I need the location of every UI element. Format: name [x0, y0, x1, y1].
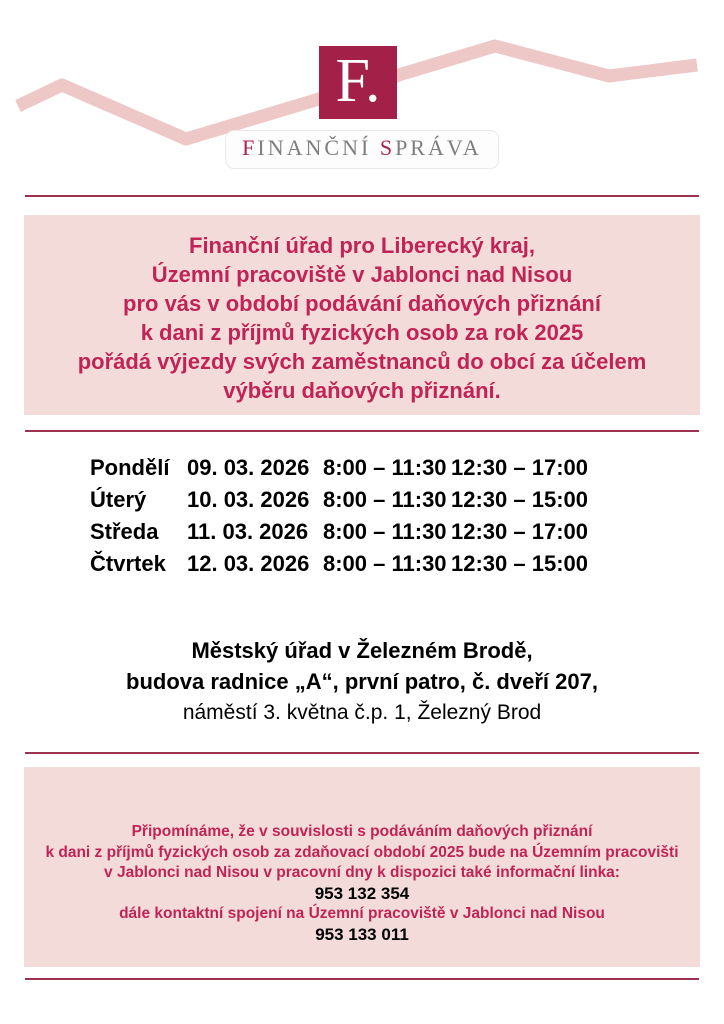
venue-street: náměstí 3. května č.p. 1, Železný Brod	[182, 701, 542, 724]
logo-letter: F.	[335, 47, 381, 115]
schedule-date: 11. 03. 2026	[187, 519, 309, 544]
notice-line: pro vás v období podávání daňových přiznání	[123, 291, 601, 316]
schedule-date: 10. 03. 2026	[187, 487, 310, 512]
wordmark-prava: PRÁVA	[395, 135, 482, 160]
office-phone-number: 953 133 011	[315, 924, 409, 944]
schedule-day: Středa	[90, 519, 159, 544]
visit-schedule-table	[90, 452, 591, 580]
divider-under-notice	[25, 430, 699, 432]
wordmark-inancni: INANČNÍ	[257, 135, 372, 160]
footer-line: dále kontaktní spojení na Územní pracoviště v Jablonci nad Nisou	[119, 905, 605, 922]
schedule-afternoon: 12:30 – 15:00	[451, 487, 588, 512]
schedule-day: Čtvrtek	[90, 551, 166, 576]
schedule-day: Pondělí	[90, 455, 170, 480]
footer-line: k dani z příjmů fyzických osob za zdaňovací období 2025 bude na Územním pracovišti	[45, 843, 679, 861]
info-line-panel	[24, 767, 700, 967]
notice-line: k dani z příjmů fyzických osob za rok 2025	[140, 320, 584, 345]
financni-sprava-logo-icon	[319, 46, 397, 119]
wordmark-space	[371, 135, 380, 160]
divider-bottom	[25, 978, 699, 980]
brand-wordmark	[225, 130, 499, 169]
notice-line: pořádá výjezdy svých zaměstnanců do obcí za účelem	[77, 349, 647, 374]
footer-line: Připomínáme, že v souvislosti s podáváním daňových přiznání	[131, 823, 593, 840]
footer-line: v Jablonci nad Nisou v pracovní dny k dispozici také informační linka:	[104, 864, 620, 881]
venue-address-block	[0, 635, 724, 728]
schedule-morning: 8:00 – 11:30	[323, 487, 447, 512]
schedule-afternoon: 12:30 – 17:00	[451, 519, 588, 544]
schedule-afternoon: 12:30 – 17:00	[451, 455, 588, 480]
schedule-afternoon: 12:30 – 15:00	[451, 551, 588, 576]
schedule-morning: 8:00 – 11:30	[323, 455, 447, 480]
schedule-morning: 8:00 – 11:30	[323, 551, 447, 576]
divider-above-footer	[25, 752, 699, 754]
schedule-day: Úterý	[90, 487, 147, 512]
notice-line: Finanční úřad pro Liberecký kraj,	[189, 233, 535, 258]
schedule-morning: 8:00 – 11:30	[323, 519, 447, 544]
venue-detail: budova radnice „A“, první patro, č. dveří 207,	[126, 669, 598, 694]
info-line-phone-number: 953 132 354	[314, 883, 410, 903]
notice-line: výběru daňových přiznání.	[223, 378, 501, 403]
schedule-date: 12. 03. 2026	[187, 551, 310, 576]
notice-panel	[24, 215, 700, 415]
notice-line: Územní pracoviště v Jablonci nad Nisou	[151, 262, 573, 287]
wordmark-letter-f: F	[242, 135, 258, 160]
wordmark-letter-s: S	[379, 135, 396, 160]
venue-name: Městský úřad v Železném Brodě,	[191, 638, 533, 663]
schedule-date: 09. 03. 2026	[187, 455, 310, 480]
divider-top	[25, 195, 699, 197]
